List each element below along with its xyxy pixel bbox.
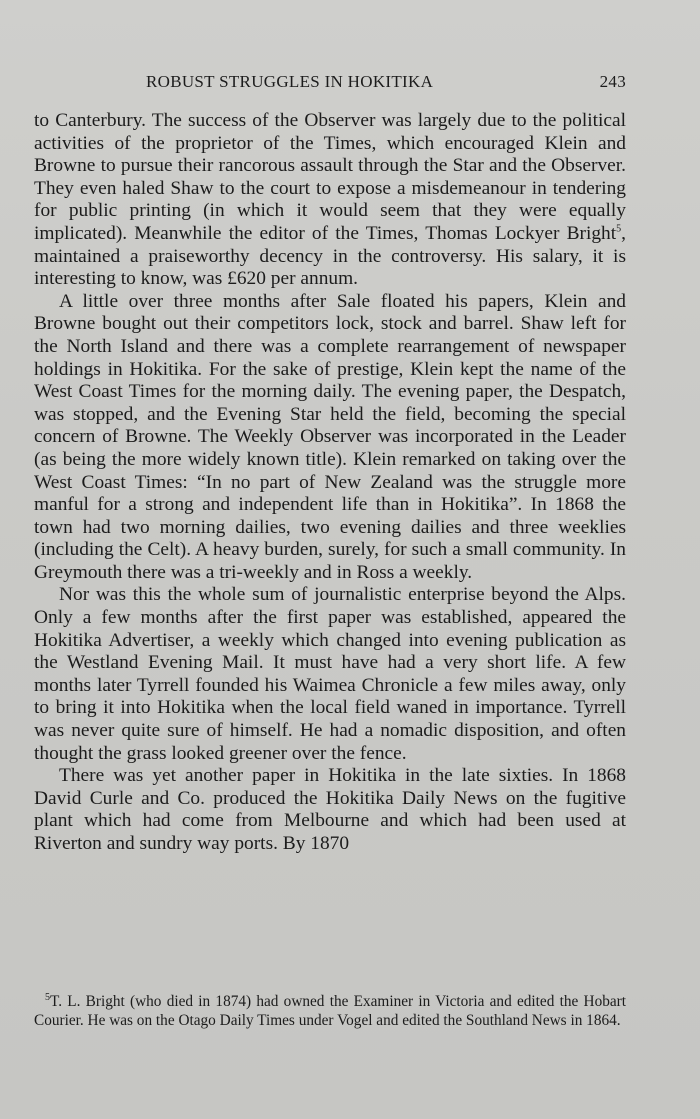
page-number: 243 [599,72,626,91]
footnote-reference: 5 [616,223,622,235]
paragraph-1-text-continued: , maintained a praiseworthy decency in the controversy. His salary, it is interesting to know, was £620 per annum. [34,222,626,290]
running-title: ROBUST STRUGGLES IN HOKITIKA [146,72,434,91]
footnote-text: T. L. Bright (who died in 1874) had owned the Examiner in Victoria and edited the Hobart Courier. He was on the Otago Daily Times under Vogel and edited the Southland News in 1864. [34,993,626,1029]
running-header [34,72,626,96]
paragraph-1 [34,110,626,291]
body-text [34,110,626,856]
paragraph-3: Nor was this the whole sum of journalistic enterprise beyond the Alps. Only a few months after the first paper was established, appeared the Hokitika Advertiser, a weekly which changed into evening publication as the Westland Evening Mail. It must have had a very short life. A few months later Tyrrell founded his Waimea Chronicle a few miles away, only to bring it into Hokitika when the local field waned in importance. Tyrrell was never quite sure of himself. He had a nomadic disposition, and often thought the grass looked greener over the fence. [34,584,626,764]
paragraph-2: A little over three months after Sale floated his papers, Klein and Browne bought out their competitors lock, stock and barrel. Shaw left for the North Island and there was a complete rearrangement of newspaper holdings in Hokitika. For the sake of prestige, Klein kept the name of the West Coast Times for the morning daily. The evening paper, the Despatch, was stopped, and the Evening Star held the field, becoming the special concern of Browne. The Weekly Observer was incorporated in the Leader (as being the more widely known title). Klein remarked on taking over the West Coast Times: “In no part of New Zealand was the struggle more manful for a strong and independent life than in Hokitika”. In 1868 the town had two morning dailies, two evening dailies and three weeklies (including the Celt). A heavy burden, surely, for such a small community. In Greymouth there was a tri-weekly and in Ross a weekly. [34,290,626,583]
footnote-mark: 5 [45,991,50,1003]
footnote [34,993,626,1030]
paragraph-1-text: to Canterbury. The success of the Observer was largely due to the political activities of the proprietor of the Times, which encouraged Klein and Browne to pursue their rancorous assault through the Star and the Observer. They even haled Shaw to the court to expose a misdemeanour in tendering for public printing (in which it would seem that they were equally implicated). Meanwhile the editor of the Times, Thomas Lockyer Bright [34,110,626,244]
paragraph-4: There was yet another paper in Hokitika in the late sixties. In 1868 David Curle and Co. produced the Hokitika Daily News on the fugitive plant which had come from Melbourne and which had been used at Riverton and sundry way ports. By 1870 [34,765,626,854]
